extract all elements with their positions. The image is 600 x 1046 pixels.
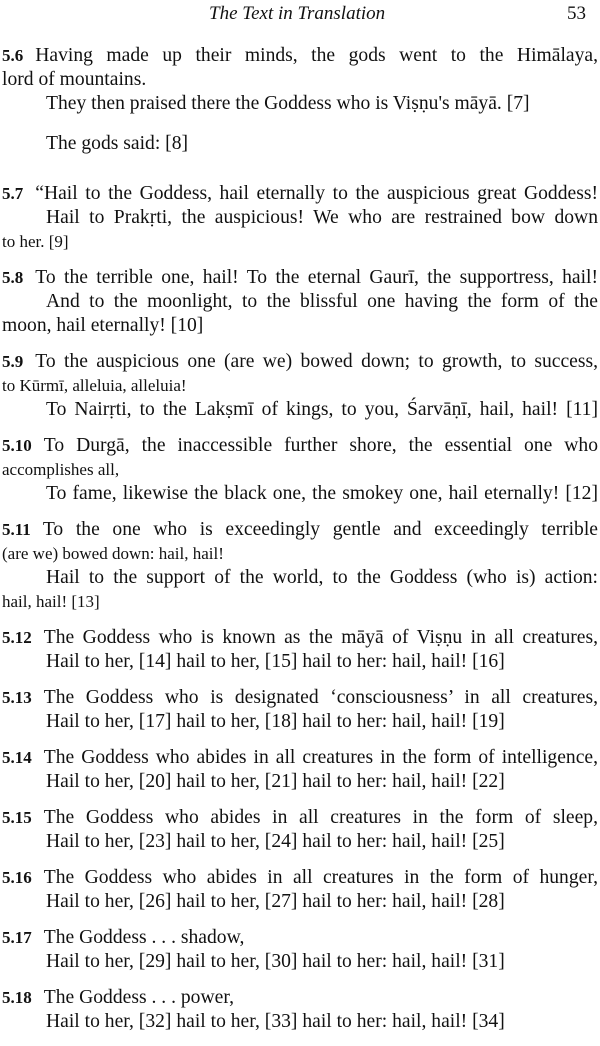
verse-number: 5.8 [2,268,24,287]
verse-number: 5.17 [2,928,32,947]
verse-5-18 [2,986,598,1034]
verse-line [2,986,598,1010]
verse-line: to Kūrmī, alleluia, alleluia! [2,376,187,395]
verse-line: The gods said: [8] [46,133,189,154]
verse-line: hail, hail! [13] [2,592,100,611]
verse-line [2,626,598,650]
verse-number: 5.9 [2,352,24,371]
verse-text: The Goddess who abides in all creatures in the form of intelligence, [43,747,598,768]
verse-5-7 [2,182,598,254]
verse-line: To Nairṛti, to the Lakṣmī of kings, to you, Śarvāṇī, hail, hail! [11] [46,399,598,420]
verse-line [2,44,598,68]
verse-text: “Hail to the Goddess, hail eternally to the auspicious great Goddess! [35,183,598,204]
translation-body [2,44,598,1046]
verse-number: 5.16 [2,868,32,887]
verse-line [2,182,598,206]
verse-text: The Goddess who is designated ‘consciousness’ in all creatures, [43,687,598,708]
verse-line [2,746,598,770]
verse-5-15 [2,806,598,854]
verse-line [2,266,598,290]
verse-number: 5.12 [2,628,32,647]
verse-line: They then praised there the Goddess who is Viṣṇu's māyā. [7] [46,93,530,114]
verse-5-14 [2,746,598,794]
verse-line: moon, hail eternally! [10] [2,315,204,336]
verse-line [2,866,598,890]
verse-line [2,434,598,458]
verse-number: 5.13 [2,688,32,707]
verse-line: Hail to her, [20] hail to her, [21] hail to her: hail, hail! [22] [46,771,505,792]
verse-line: Hail to her, [26] hail to her, [27] hail to her: hail, hail! [28] [46,891,505,912]
verse-5-13 [2,686,598,734]
verse-line: Hail to the support of the world, to the Goddess (who is) action: [46,567,598,588]
page-number: 53 [567,3,586,24]
verse-line: to her. [9] [2,232,69,251]
verse-5-8 [2,266,598,338]
verse-5-10 [2,434,598,506]
verse-number: 5.15 [2,808,32,827]
verse-line: Hail to her, [17] hail to her, [18] hail to her: hail, hail! [19] [46,711,505,732]
verse-text: To Durgā, the inaccessible further shore, the essential one who [43,435,598,456]
verse-text: The Goddess who abides in all creatures in the form of hunger, [43,867,598,888]
verse-line: accomplishes all, [2,460,120,479]
verse-line: Hail to her, [23] hail to her, [24] hail to her: hail, hail! [25] [46,831,505,852]
verse-line: Hail to Prakṛti, the auspicious! We who are restrained bow down [46,207,598,228]
verse-text: To the one who is exceedingly gentle and exceedingly terrible [42,519,598,540]
verse-line: Hail to her, [29] hail to her, [30] hail to her: hail, hail! [31] [46,951,505,972]
verse-text: The Goddess . . . power, [43,987,234,1008]
verse-line: lord of mountains. [2,69,147,90]
verse-text: The Goddess who abides in all creatures in the form of sleep, [43,807,598,828]
verse-text: To the terrible one, hail! To the eternal Gaurī, the supportress, hail! [35,267,598,288]
verse-line [2,518,598,542]
verse-line [2,806,598,830]
verse-5-12 [2,626,598,674]
verse-5-6 [2,44,598,156]
page-header [0,0,600,26]
verse-number: 5.7 [2,184,24,203]
verse-line [2,686,598,710]
verse-number: 5.18 [2,988,32,1007]
verse-5-17 [2,926,598,974]
verse-5-11 [2,518,598,614]
verse-line: (are we) bowed down: hail, hail! [2,544,224,563]
verse-number: 5.14 [2,748,32,767]
verse-5-9 [2,350,598,422]
running-title: The Text in Translation [209,3,386,24]
verse-text: To the auspicious one (are we) bowed down; to growth, to success, [35,351,598,372]
verse-line [2,926,598,950]
verse-line: And to the moonlight, to the blissful one having the form of the [46,291,598,312]
verse-line: Hail to her, [32] hail to her, [33] hail to her: hail, hail! [34] [46,1011,505,1032]
verse-text: Having made up their minds, the gods went to the Himālaya, [35,45,598,66]
verse-number: 5.11 [2,520,31,539]
verse-line [2,350,598,374]
verse-5-16 [2,866,598,914]
verse-number: 5.6 [2,46,24,65]
verse-line: To fame, likewise the black one, the smokey one, hail eternally! [12] [46,483,598,504]
verse-line: Hail to her, [14] hail to her, [15] hail to her: hail, hail! [16] [46,651,505,672]
verse-text: The Goddess . . . shadow, [43,927,245,948]
verse-number: 5.10 [2,436,32,455]
verse-text: The Goddess who is known as the māyā of Viṣṇu in all creatures, [43,627,598,648]
